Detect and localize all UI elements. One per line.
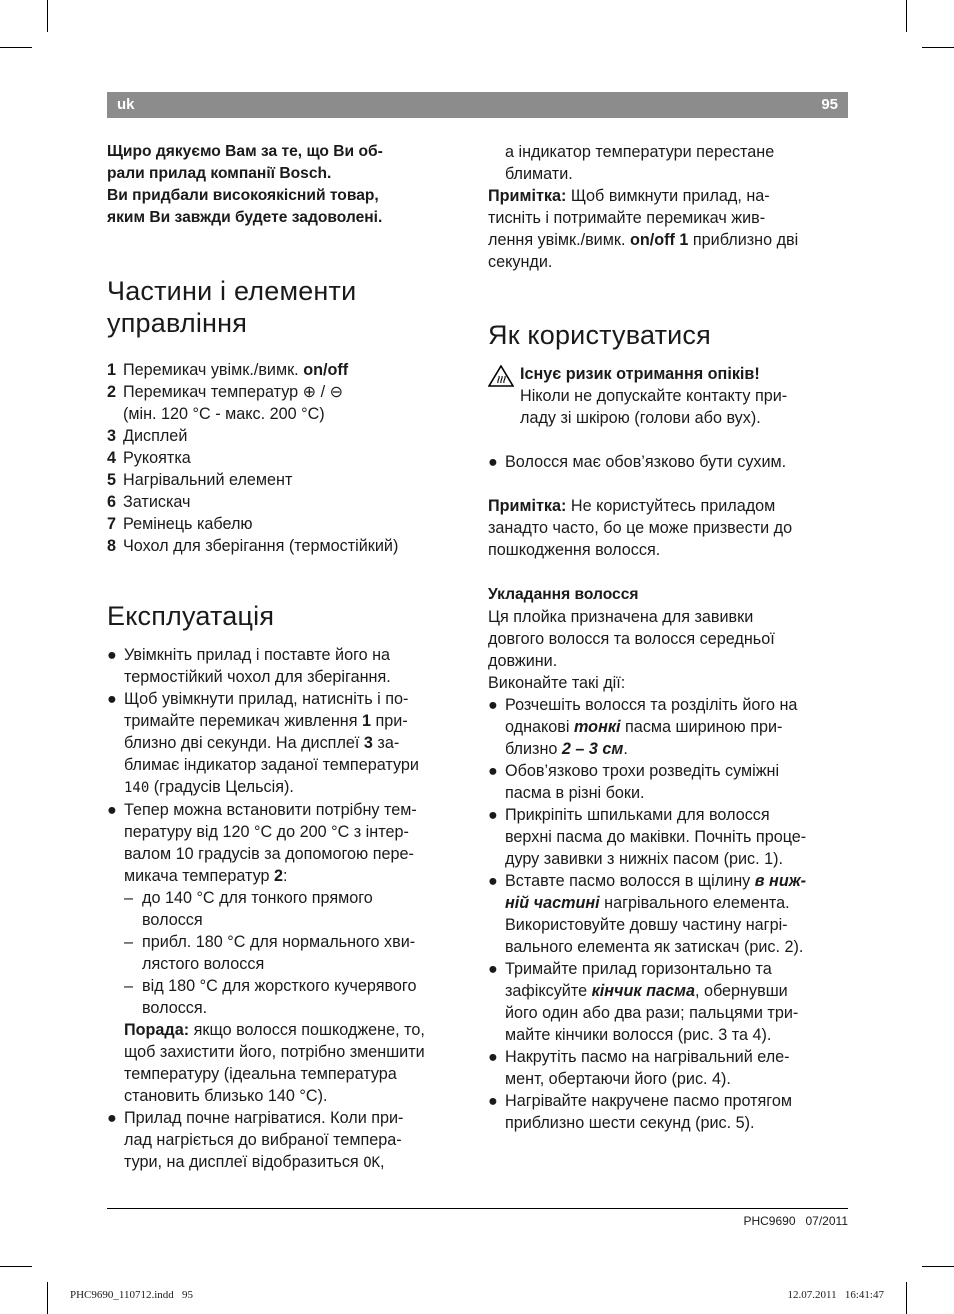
text-line: лястого волосся bbox=[142, 955, 265, 973]
list-item bbox=[107, 535, 469, 557]
item-number: 4 bbox=[107, 449, 117, 467]
intro-line: Щиро дякуємо Вам за те, що Ви об- bbox=[107, 143, 383, 160]
text-line: мент, обертаючи його (рис. 4). bbox=[505, 1070, 731, 1088]
bullet-icon: ● bbox=[488, 762, 498, 780]
page-number: 95 bbox=[821, 96, 838, 113]
text-line: температуру (ідеальна температура bbox=[124, 1065, 397, 1083]
bullet-icon: ● bbox=[488, 960, 498, 978]
header-bar bbox=[107, 92, 848, 118]
ref-number: 1 bbox=[362, 712, 372, 730]
display-readout: OK bbox=[363, 1155, 381, 1171]
crop-mark bbox=[906, 0, 907, 32]
text-line: пературу від 120 °C до 200 °C з інтер- bbox=[124, 823, 409, 841]
bullet-icon: ● bbox=[488, 1092, 498, 1110]
bullet-icon: ● bbox=[107, 646, 117, 664]
text-line: ладу зі шкірою (голови або вух). bbox=[520, 409, 761, 427]
bullet-item bbox=[107, 799, 469, 887]
heading-line: Частини і елементи bbox=[107, 276, 357, 306]
bullet-item bbox=[488, 760, 850, 804]
crop-mark bbox=[47, 0, 48, 32]
item-number: 5 bbox=[107, 471, 117, 489]
bullet-item bbox=[488, 804, 850, 870]
list-item bbox=[107, 491, 469, 513]
slug-filename: PHC9690_110712.indd 95 bbox=[70, 1289, 194, 1301]
dash-icon: – bbox=[124, 977, 134, 995]
ref-number: on/off 1 bbox=[629, 231, 689, 249]
right-column bbox=[488, 141, 850, 1134]
language-code: uk bbox=[117, 96, 135, 113]
operation-heading: Експлуатація bbox=[107, 601, 275, 631]
text-line: Прилад почне нагріватися. Коли при- bbox=[124, 1109, 404, 1127]
text-line: Волосся має обов’язково бути сухим. bbox=[505, 453, 787, 471]
text-line: волосся bbox=[142, 911, 203, 929]
item-text: Чохол для зберігання (термостійкий) bbox=[123, 537, 399, 555]
bullet-item bbox=[488, 694, 850, 760]
text-line: Виконайте такі дії: bbox=[488, 674, 626, 692]
tip-block bbox=[107, 1019, 469, 1107]
intro bbox=[107, 141, 469, 229]
text-line: . bbox=[623, 740, 628, 758]
note-label: Примітка: bbox=[488, 497, 567, 515]
list-item bbox=[107, 447, 469, 469]
text-line: занадто часто, бо це може призвести до bbox=[488, 519, 793, 537]
bullet-icon: ● bbox=[107, 1109, 117, 1127]
text-line: термостійкий чохол для зберігання. bbox=[124, 668, 391, 686]
text-line: лення увімк./вимк. bbox=[488, 231, 630, 249]
text-line: становить близько 140 °C). bbox=[124, 1087, 328, 1105]
bullet-icon: ● bbox=[488, 806, 498, 824]
list-item bbox=[107, 359, 469, 381]
text-line: тури, на дисплеї відобразиться bbox=[124, 1153, 364, 1171]
emphasis: тонкі bbox=[574, 718, 621, 736]
emphasis: кінчик пасма bbox=[591, 982, 695, 1000]
warning-icon bbox=[488, 365, 514, 387]
warning-block bbox=[488, 363, 850, 429]
text-line: до 140 °C для тонкого прямого bbox=[142, 889, 373, 907]
subheading: Укладання волосся bbox=[488, 586, 639, 603]
styling-section bbox=[488, 583, 850, 694]
text-line: секунди. bbox=[488, 253, 553, 271]
footer-rule bbox=[107, 1208, 848, 1209]
bullet-icon: ● bbox=[488, 1048, 498, 1066]
note-block bbox=[488, 495, 850, 561]
text-line: нагрівального елемента. bbox=[599, 894, 790, 912]
text-line: Тримайте прилад горизонтально та bbox=[505, 960, 772, 978]
footer-model: PHC9690 07/2011 bbox=[743, 1214, 848, 1228]
text-line: (градусів Цельсія). bbox=[149, 778, 294, 796]
bullet-item bbox=[488, 1090, 850, 1134]
item-number: 6 bbox=[107, 493, 117, 511]
text-line: однакові bbox=[505, 718, 574, 736]
dash-icon: – bbox=[124, 889, 134, 907]
text-line: якщо волосся пошкоджене, то, bbox=[189, 1021, 425, 1039]
bullet-item bbox=[107, 644, 469, 688]
intro-line: яким Ви завжди будете задоволені. bbox=[107, 209, 383, 226]
item-number: 8 bbox=[107, 537, 117, 555]
text-line: довгого волосся та волосся середньої bbox=[488, 630, 775, 648]
item-number: 2 bbox=[107, 383, 117, 401]
item-text: Нагрівальний елемент bbox=[123, 471, 293, 489]
crop-mark bbox=[906, 1282, 907, 1314]
text-line: довжини. bbox=[488, 652, 558, 670]
text-line: лад нагріється до вибраної темпера- bbox=[124, 1131, 402, 1149]
text-line: волосся. bbox=[142, 999, 208, 1017]
bullet-icon: ● bbox=[107, 801, 117, 819]
item-number: 3 bbox=[107, 427, 117, 445]
usage-heading: Як користуватися bbox=[488, 320, 711, 350]
text-line: Щоб вимкнути прилад, на- bbox=[566, 187, 770, 205]
emphasis: ній частині bbox=[505, 894, 600, 912]
dash-item bbox=[107, 887, 469, 931]
ref-number: 2 bbox=[273, 867, 283, 885]
text-line: блимає індикатор заданої температури bbox=[124, 756, 419, 774]
note-block bbox=[488, 185, 850, 273]
crop-mark bbox=[0, 47, 32, 48]
heading-line: управління bbox=[107, 308, 248, 338]
bullet-icon: ● bbox=[488, 696, 498, 714]
bullet-icon: ● bbox=[488, 872, 498, 890]
parts-list bbox=[107, 359, 469, 557]
left-column bbox=[107, 141, 469, 1174]
continuation bbox=[488, 141, 850, 185]
text-line: вального елемента як затискач (рис. 2). bbox=[505, 938, 804, 956]
text-line: близно дві секунди. На дисплеї bbox=[124, 734, 364, 752]
bullet-item bbox=[488, 870, 850, 958]
text-line: микача температур bbox=[124, 867, 274, 885]
emphasis: в ниж- bbox=[754, 872, 807, 890]
text-line: майте кінчики волосся (рис. 3 та 4). bbox=[505, 1026, 772, 1044]
text-line: Не користуйтесь приладом bbox=[566, 497, 776, 515]
text-line: Ця плойка призначена для завивки bbox=[488, 608, 754, 626]
dash-item bbox=[107, 931, 469, 975]
text-line: Увімкніть прилад і поставте його на bbox=[124, 646, 391, 664]
bullet-item bbox=[488, 958, 850, 1046]
crop-mark bbox=[0, 1266, 32, 1267]
text-line: пошкодження волосся. bbox=[488, 541, 661, 559]
text-line: тримайте перемикач живлення bbox=[124, 712, 363, 730]
bullet-item bbox=[107, 688, 469, 799]
text-line: пасма в різні боки. bbox=[505, 784, 645, 802]
bullet-icon: ● bbox=[107, 690, 117, 708]
text-line: Вставте пасмо волосся в щілину bbox=[505, 872, 755, 890]
item-text: Ремінець кабелю bbox=[123, 515, 253, 533]
list-item bbox=[107, 513, 469, 535]
text-line: Використовуйте довшу частину нагрі- bbox=[505, 916, 788, 934]
item-number: 7 bbox=[107, 515, 117, 533]
text-line: Щоб увімкнути прилад, натисніть і по- bbox=[124, 690, 409, 708]
crop-mark bbox=[47, 1282, 48, 1314]
text-line: прибл. 180 °C для нормального хви- bbox=[142, 933, 416, 951]
display-readout: 140 bbox=[124, 780, 150, 796]
item-text: Рукоятка bbox=[123, 449, 191, 467]
crop-mark bbox=[922, 47, 954, 48]
text-line: а індикатор температури перестане bbox=[505, 143, 775, 161]
warning-title: Існує ризик отримання опіків! bbox=[520, 365, 760, 383]
slug-timestamp: 12.07.2011 16:41:47 bbox=[787, 1289, 884, 1301]
item-bold: on/off bbox=[303, 361, 349, 379]
bullet-item bbox=[488, 1046, 850, 1090]
item-text: Затискач bbox=[123, 493, 191, 511]
text-line: за- bbox=[372, 734, 400, 752]
note-label: Примітка: bbox=[488, 187, 567, 205]
text-line: приблизно шести секунд (рис. 5). bbox=[505, 1114, 755, 1132]
tip-label: Порада: bbox=[124, 1021, 190, 1039]
text-line: валом 10 градусів за допомогою пере- bbox=[124, 845, 414, 863]
list-item bbox=[107, 469, 469, 491]
item-number: 1 bbox=[107, 361, 117, 379]
bullet-item bbox=[488, 451, 850, 473]
text-line: його один або два рази; пальцями три- bbox=[505, 1004, 799, 1022]
text-line: Прикріпіть шпильками для волосся bbox=[505, 806, 770, 824]
text-line: приблизно дві bbox=[688, 231, 799, 249]
text-line: : bbox=[283, 867, 288, 885]
list-item bbox=[107, 425, 469, 447]
item-text: (мін. 120 °C - макс. 200 °C) bbox=[123, 405, 325, 423]
text-line: Обов’язково трохи розведіть суміжні bbox=[505, 762, 780, 780]
emphasis: 2 – 3 см bbox=[561, 740, 624, 758]
text-line: близно bbox=[505, 740, 562, 758]
text-line: від 180 °C для жорсткого кучерявого bbox=[142, 977, 417, 995]
bullet-item bbox=[107, 1107, 469, 1174]
text-line: , bbox=[380, 1153, 385, 1171]
text-line: зафіксуйте bbox=[505, 982, 592, 1000]
text-line: Ніколи не допускайте контакту при- bbox=[520, 387, 788, 405]
bullet-icon: ● bbox=[488, 453, 498, 471]
text-line: при- bbox=[371, 712, 408, 730]
text-line: блимати. bbox=[505, 165, 573, 183]
text-line: Тепер можна встановити потрібну тем- bbox=[124, 801, 417, 819]
text-line: , обернувши bbox=[694, 982, 788, 1000]
text-line: Накрутіть пасмо на нагрівальний еле- bbox=[505, 1048, 790, 1066]
item-text: Перемикач увімк./вимк. bbox=[123, 361, 304, 379]
dash-icon: – bbox=[124, 933, 134, 951]
dash-item bbox=[107, 975, 469, 1019]
crop-mark bbox=[922, 1266, 954, 1267]
parts-heading bbox=[107, 275, 469, 339]
text-line: верхні пасма до маківки. Почніть проце- bbox=[505, 828, 807, 846]
text-line: Нагрівайте накручене пасмо протягом bbox=[505, 1092, 792, 1110]
item-text: Перемикач температур ⊕ / ⊖ bbox=[123, 383, 344, 401]
intro-line: рали прилад компанії Bosch. bbox=[107, 165, 332, 182]
intro-line: Ви придбали високоякісний товар, bbox=[107, 187, 379, 204]
text-line: дуру завивки з нижніх пасом (рис. 1). bbox=[505, 850, 784, 868]
text-line: пасма шириною при- bbox=[620, 718, 783, 736]
list-item bbox=[107, 381, 469, 425]
ref-number: 3 bbox=[363, 734, 373, 752]
text-line: тисніть і потримайте перемикач жив- bbox=[488, 209, 766, 227]
text-line: Розчешіть волосся та розділіть його на bbox=[505, 696, 798, 714]
item-text: Дисплей bbox=[123, 427, 188, 445]
text-line: щоб захистити його, потрібно зменшити bbox=[124, 1043, 425, 1061]
